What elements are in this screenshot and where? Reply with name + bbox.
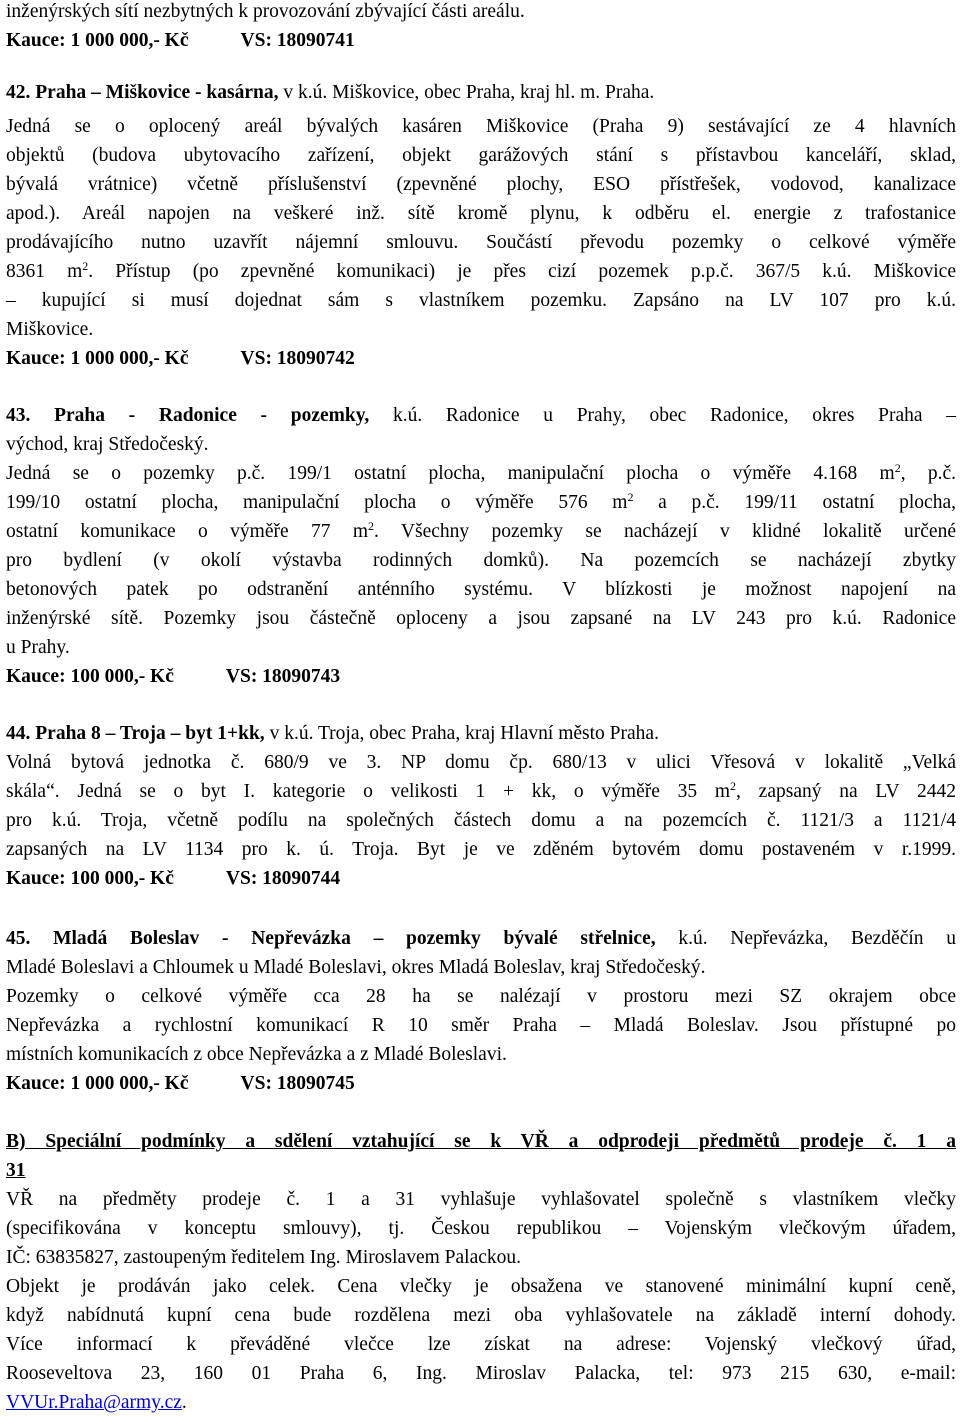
text-line: východ, kraj Středočeský. bbox=[6, 434, 209, 455]
text-line: Miškovice. bbox=[6, 319, 94, 340]
text-fragment: a p.č. 199/11 ostatní plocha, bbox=[633, 492, 956, 513]
deposit-line bbox=[6, 1069, 956, 1098]
section-heading: B) Speciální podmínky a sdělení vztahující se k VŘ a odprodeji předmětů prodeje č. 1 a bbox=[6, 1131, 956, 1152]
email-line bbox=[6, 1388, 956, 1417]
item-location: v k.ú. Troja, obec Praha, kraj Hlavní město Praha. bbox=[264, 723, 659, 744]
item-title: 42. Praha – Miškovice - kasárna, bbox=[6, 82, 279, 103]
deposit-line bbox=[6, 864, 956, 893]
text-line: inženýrské sítě. Pozemky jsou částečně oploceny a jsou zapsané na LV 243 pro k.ú. Radonice bbox=[6, 608, 956, 629]
text-line: Objekt je prodáván jako celek. Cena vlečky je obsažena ve stanovené minimální kupní ceně, bbox=[6, 1276, 956, 1297]
text-line: pro k.ú. Troja, včetně podílu na společných částech domu a na pozemcích č. 1121/3 a 1121/4 bbox=[6, 810, 956, 831]
text-line: (specifikována v konceptu smlouvy), tj. Českou republikou – Vojenským vlečkovým úřadem, bbox=[6, 1218, 956, 1239]
text-fragment: . Přístup (po zpevněné komunikaci) je přes cizí pozemek p.p.č. 367/5 k.ú. Miškovice bbox=[88, 261, 956, 282]
text-line: betonových patek po odstranění anténního systému. V blízkosti je možnost napojení na bbox=[6, 579, 956, 600]
item-title: 44. Praha 8 – Troja – byt 1+kk, bbox=[6, 723, 265, 744]
variable-symbol: VS: 18090743 bbox=[225, 666, 341, 687]
intro-line: inženýrských sítí nezbytných k provozování zbývající části areálu. bbox=[6, 1, 525, 22]
text-line: apod.). Areál napojen na veškeré inž. sítě kromě plynu, k odběru el. energie z trafostanice bbox=[6, 203, 956, 224]
text-line: Pozemky o celkové výměře cca 28 ha se nalézají v prostoru mezi SZ okrajem obce bbox=[6, 986, 956, 1007]
item-title: 43. Praha - Radonice - pozemky, bbox=[6, 405, 370, 426]
text-line: VŘ na předměty prodeje č. 1 a 31 vyhlašuje vyhlašovatel společně s vlastníkem vlečky bbox=[6, 1189, 956, 1210]
text-line: objektů (budova ubytovacího zařízení, objekt garážových stání s přístavbou kanceláří, sklad, bbox=[6, 145, 956, 166]
deposit-amount: Kauce: 1 000 000,- Kč bbox=[6, 348, 189, 369]
text-line: u Prahy. bbox=[6, 637, 70, 658]
text-line bbox=[6, 777, 956, 806]
deposit-line bbox=[6, 26, 956, 55]
text-fragment: , p.č. bbox=[900, 463, 957, 484]
text-line: Více informací k převáděné vlečce lze získat na adrese: Vojenský vlečkový úřad, bbox=[6, 1334, 956, 1355]
item-heading bbox=[6, 719, 956, 748]
text-fragment: skála“. Jedná se o byt I. kategorie o velikosti 1 + kk, o výměře 35 m bbox=[6, 781, 731, 802]
text-line: Rooseveltova 23, 160 01 Praha 6, Ing. Miroslav Palacka, tel: 973 215 630, e-mail: bbox=[6, 1363, 956, 1384]
text-line: Mladé Boleslavi a Chloumek u Mladé Boleslavi, okres Mladá Boleslav, kraj Středočeský. bbox=[6, 957, 706, 978]
item-heading bbox=[6, 78, 956, 107]
text-line: místních komunikacích z obce Nepřevázka a z Mladé Boleslavi. bbox=[6, 1044, 507, 1065]
deposit-line bbox=[6, 344, 956, 373]
text-fragment: . Všechny pozemky se nacházejí v klidné lokalitě určené bbox=[374, 521, 956, 542]
email-link[interactable]: VVUr.Praha@army.cz bbox=[6, 1392, 182, 1413]
text-line: prodávajícího nutno uzavřít nájemní smlouvu. Součástí převodu pozemky o celkové výměře bbox=[6, 232, 956, 253]
text-line bbox=[6, 257, 956, 286]
text-fragment: . bbox=[181, 1392, 187, 1413]
text-line bbox=[6, 517, 956, 546]
text-line: – kupující si musí dojednat sám s vlastníkem pozemku. Zapsáno na LV 107 pro k.ú. bbox=[6, 290, 956, 311]
item-heading bbox=[6, 401, 956, 430]
superscript: 2 bbox=[627, 490, 634, 504]
text-line: Jedná se o oplocený areál bývalých kasáren Miškovice (Praha 9) sestávající ze 4 hlavních bbox=[6, 116, 956, 137]
item-location: v k.ú. Miškovice, obec Praha, kraj hl. m. Praha. bbox=[278, 82, 655, 103]
text-line: pro bydlení (v okolí výstavba rodinných domků). Na pozemcích se nacházejí zbytky bbox=[6, 550, 956, 571]
superscript: 2 bbox=[894, 461, 901, 475]
deposit-amount: Kauce: 100 000,- Kč bbox=[6, 666, 174, 687]
text-line: zapsaných na LV 1134 pro k. ú. Troja. Byt je ve zděném bytovém domu postaveném v r.1999. bbox=[6, 839, 956, 860]
text-line: bývalá vrátnice) včetně příslušenství (zpevněné plochy, ESO přístřešek, vodovod, kanalizace bbox=[6, 174, 956, 195]
section-heading-continued: 31 bbox=[6, 1160, 26, 1181]
item-title: 45. Mladá Boleslav - Nepřevázka – pozemky bývalé střelnice, bbox=[6, 928, 656, 949]
text-line: když nabídnutá kupní cena bude rozdělena mezi oba vyhlašovatele na základě interní dohody. bbox=[6, 1305, 956, 1326]
deposit-line bbox=[6, 662, 956, 691]
item-location: k.ú. Radonice u Prahy, obec Radonice, okres Praha – bbox=[369, 405, 956, 426]
text-line bbox=[6, 488, 956, 517]
text-fragment: , zapsaný na LV 2442 bbox=[736, 781, 956, 802]
text-line: Nepřevázka a rychlostní komunikací R 10 směr Praha – Mladá Boleslav. Jsou přístupné po bbox=[6, 1015, 956, 1036]
item-heading bbox=[6, 924, 956, 953]
variable-symbol: VS: 18090741 bbox=[240, 30, 355, 51]
superscript: 2 bbox=[730, 779, 737, 793]
text-line bbox=[6, 459, 956, 488]
item-location: k.ú. Nepřevázka, Bezděčín u bbox=[655, 928, 956, 949]
deposit-amount: Kauce: 100 000,- Kč bbox=[6, 868, 174, 889]
variable-symbol: VS: 18090744 bbox=[225, 868, 341, 889]
variable-symbol: VS: 18090742 bbox=[240, 348, 355, 369]
text-line: Volná bytová jednotka č. 680/9 ve 3. NP domu čp. 680/13 v ulici Vřesová v lokalitě „Velká bbox=[6, 752, 956, 773]
text-fragment: 199/10 ostatní plocha, manipulační plocha o výměře 576 m bbox=[6, 492, 628, 513]
text-fragment: Jedná se o pozemky p.č. 199/1 ostatní plocha, manipulační plocha o výměře 4.168 m bbox=[6, 463, 895, 484]
text-line: IČ: 63835827, zastoupeným ředitelem Ing. Miroslavem Palackou. bbox=[6, 1247, 522, 1268]
text-fragment: ostatní komunikace o výměře 77 m bbox=[6, 521, 369, 542]
area-value: 8361 m bbox=[6, 261, 83, 282]
variable-symbol: VS: 18090745 bbox=[240, 1073, 355, 1094]
superscript: 2 bbox=[82, 259, 89, 273]
deposit-amount: Kauce: 1 000 000,- Kč bbox=[6, 1073, 189, 1094]
deposit-amount: Kauce: 1 000 000,- Kč bbox=[6, 30, 189, 51]
superscript: 2 bbox=[368, 519, 375, 533]
